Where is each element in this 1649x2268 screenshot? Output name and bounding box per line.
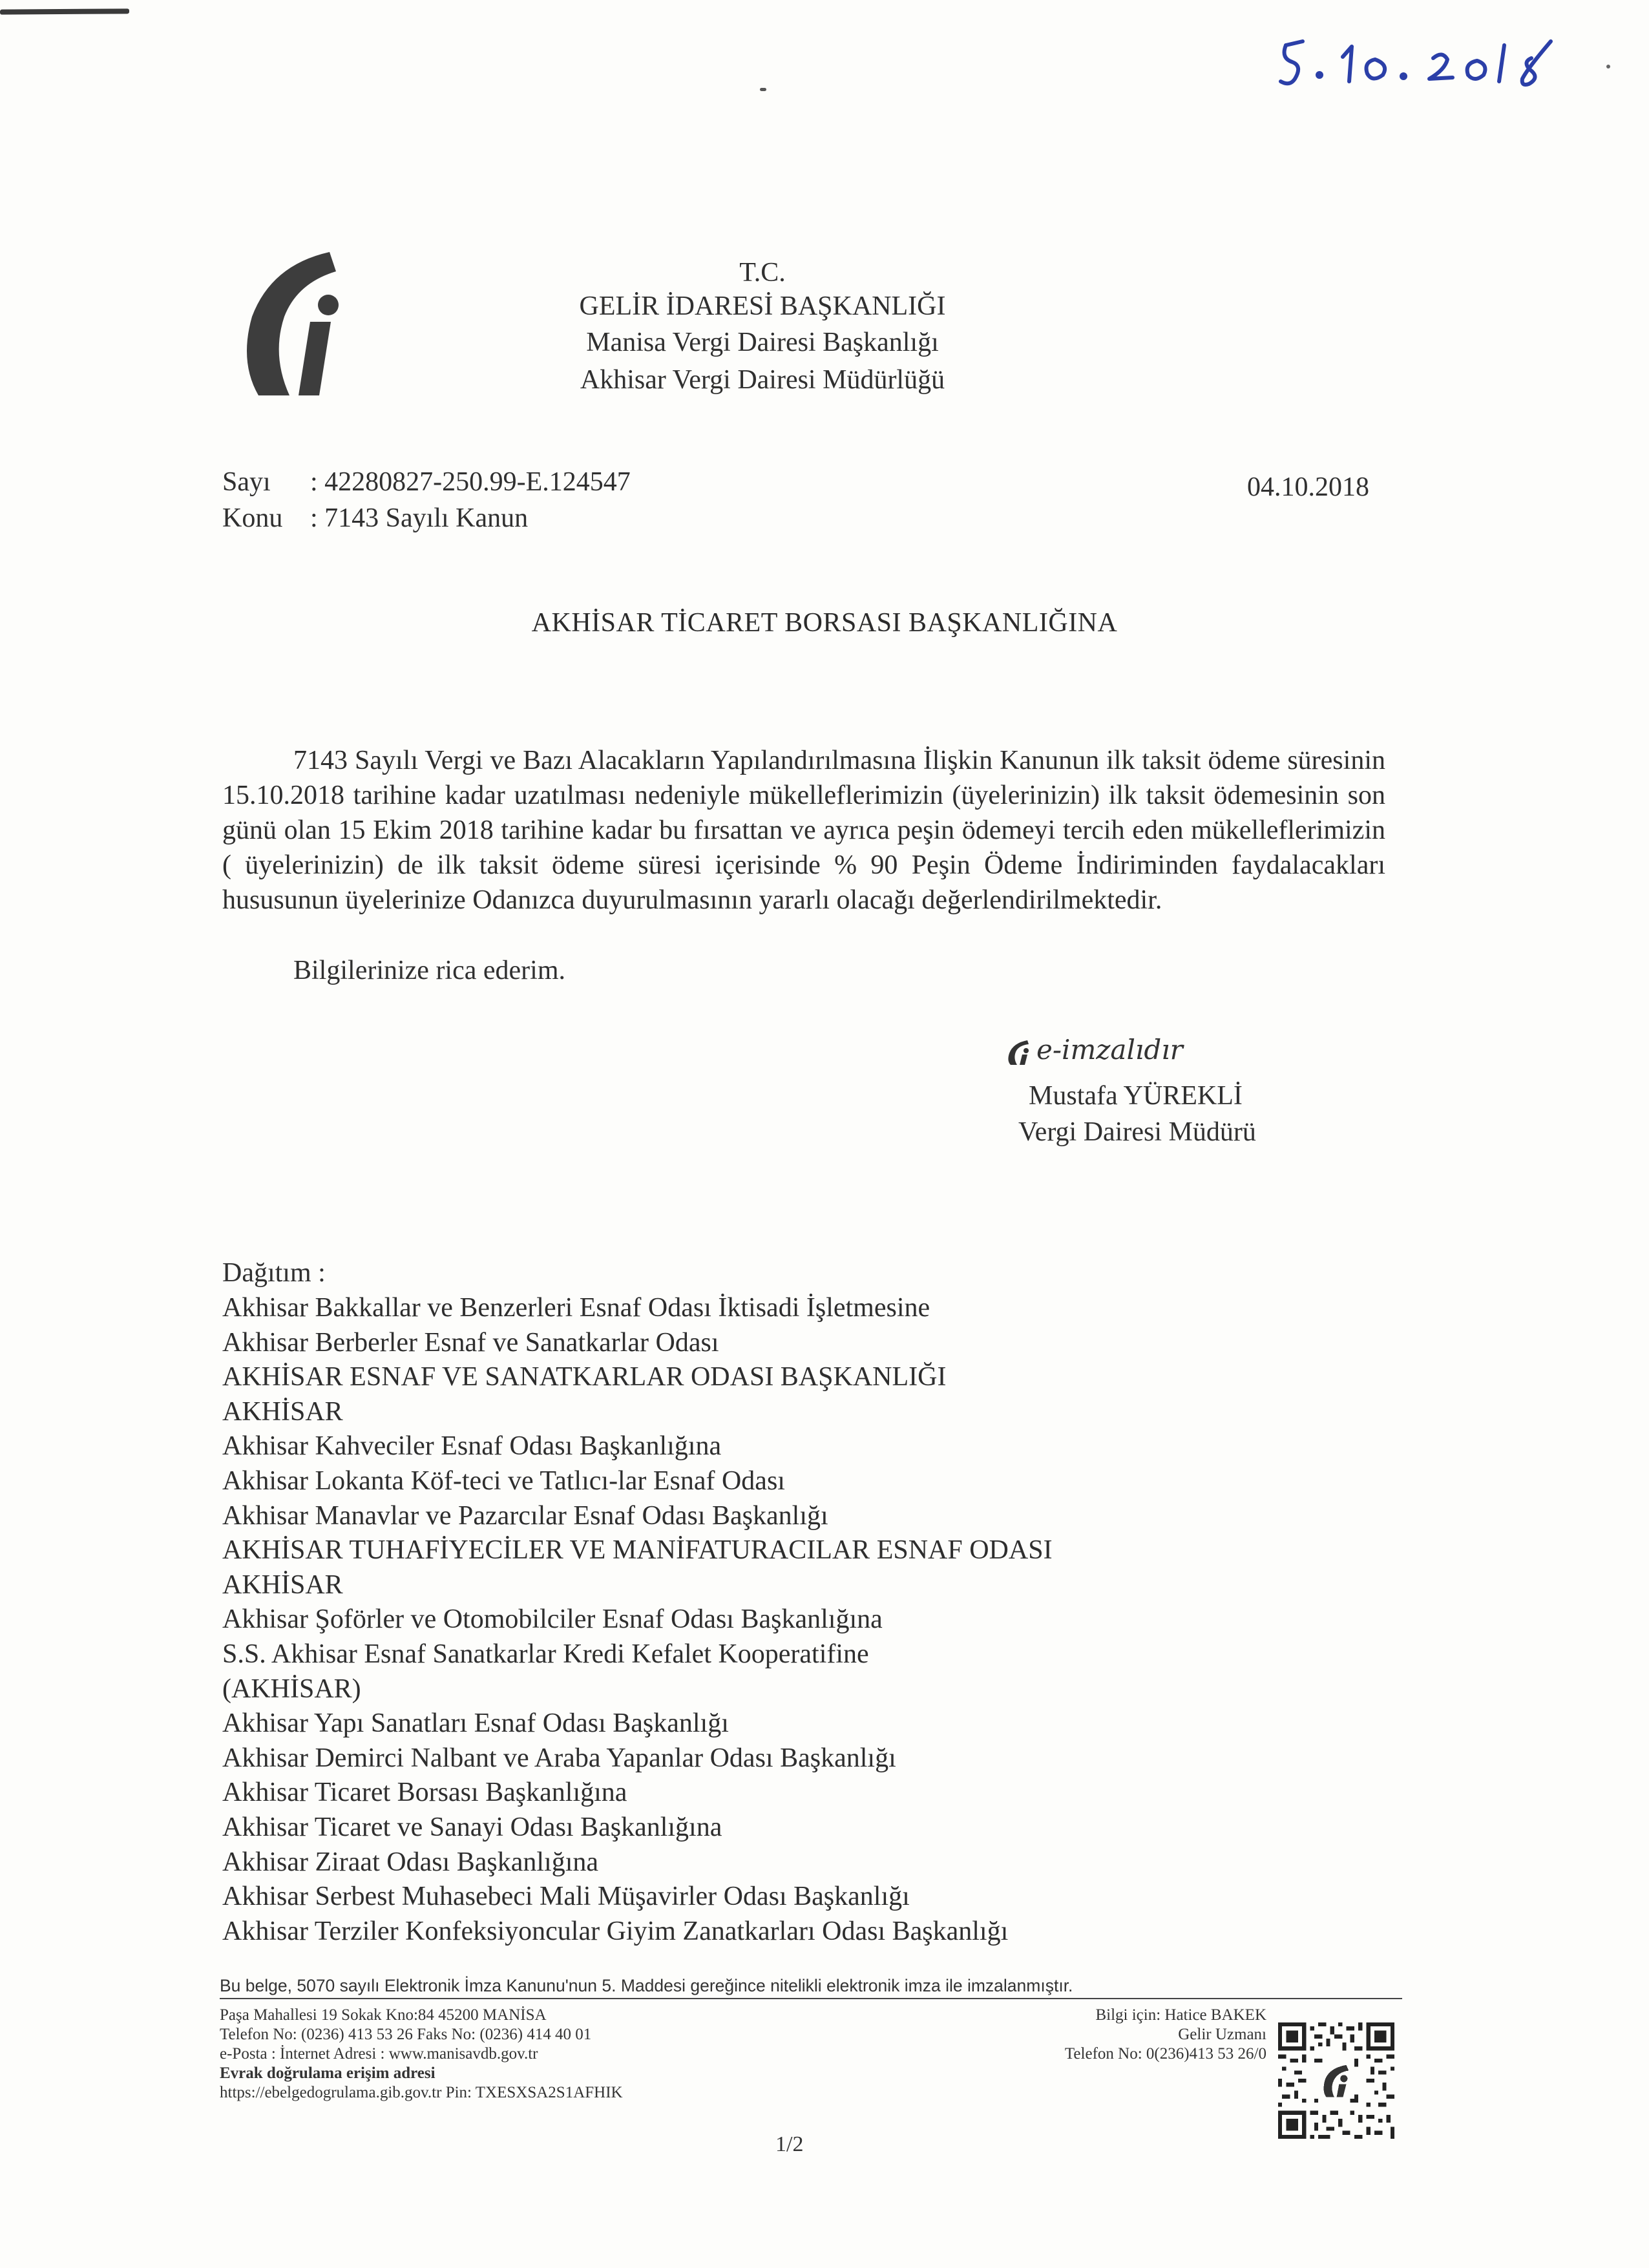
sayi-value: : 42280827-250.99-E.124547 <box>310 467 631 497</box>
closing-line: Bilgilerinize rica ederim. <box>293 956 565 985</box>
distribution-title: Dağıtım : <box>222 1258 326 1288</box>
pen-mark <box>0 8 129 14</box>
qr-code <box>1278 2022 1394 2139</box>
distribution-item: AKHİSAR ESNAF VE SANATKARLAR ODASI BAŞKANLIĞI <box>222 1362 947 1392</box>
distribution-item: AKHİSAR <box>222 1396 343 1427</box>
body-paragraph: 7143 Sayılı Vergi ve Bazı Alacakların Yapılandırılmasına İlişkin Kanunun ilk taksit ödeme süresinin 15.10.2018 tarihine kadar uzatılması nedeniyle mükelleflerimizin (üyelerinizin) ilk taksit ödemesinin son günü olan 15 Ekim 2018 tarihine kadar bu fırsattan ve ayrıca peşin ödemeyi tercih eden mükelleflerimizin ( üyelerinizin) de ilk taksit ödeme süresi içerisinde % 90 Peşin Ödeme İndiriminden faydalacakları hususunun üyelerinize Odanızca duyurulmasının yararlı olacağı değerlendirilmektedir. <box>222 746 1385 915</box>
konu-label: Konu <box>222 503 283 533</box>
distribution-item: Akhisar Kahveciler Esnaf Odası Başkanlığına <box>222 1431 722 1462</box>
page-number: 1/2 <box>775 2132 804 2156</box>
sayi-label: Sayı <box>222 467 271 497</box>
header-office: Akhisar Vergi Dairesi Müdürlüğü <box>580 365 945 395</box>
footer-info-contact: Bilgi için: Hatice BAKEK <box>1095 2006 1266 2024</box>
gib-logo <box>233 246 342 401</box>
distribution-item: Akhisar Ticaret ve Sanayi Odası Başkanlığına <box>222 1812 722 1842</box>
distribution-item: Akhisar Bakkallar ve Benzerleri Esnaf Odası İktisadi İşletmesine <box>222 1293 930 1323</box>
konu-value: : 7143 Sayılı Kanun <box>310 503 529 533</box>
signer-name: Mustafa YÜREKLİ <box>1029 1081 1243 1111</box>
footer-divider <box>220 1998 1402 1999</box>
footer-email-web: e-Posta : İnternet Adresi : www.manisavdb.gov.tr <box>220 2045 538 2063</box>
legal-note: Bu belge, 5070 sayılı Elektronik İmza Kanunu'nun 5. Maddesi gereğince nitelikli elektronik imza ile imzalanmıştır. <box>220 1976 1073 1995</box>
ink-dot <box>760 88 766 91</box>
addressee: AKHİSAR TİCARET BORSASI BAŞKANLIĞINA <box>531 608 1118 638</box>
handwritten-date <box>1266 19 1628 97</box>
distribution-item: AKHİSAR <box>222 1570 343 1600</box>
distribution-item: (AKHİSAR) <box>222 1674 361 1704</box>
footer-info <box>969 2006 1266 2064</box>
distribution-item: Akhisar Ticaret Borsası Başkanlığına <box>222 1778 627 1808</box>
distribution-item: S.S. Akhisar Esnaf Sanatkarlar Kredi Kefalet Kooperatifine <box>222 1639 869 1669</box>
distribution-item: Akhisar Yapı Sanatları Esnaf Odası Başkanlığı <box>222 1708 729 1739</box>
footer-address: Paşa Mahallesi 19 Sokak Kno:84 45200 MANİSA <box>220 2006 547 2024</box>
distribution-item: Akhisar Berberler Esnaf ve Sanatkarlar Odası <box>222 1327 719 1358</box>
header-organization: GELİR İDARESİ BAŞKANLIĞI <box>579 291 946 321</box>
header-department: Manisa Vergi Dairesi Başkanlığı <box>586 328 939 357</box>
distribution-item: Akhisar Ziraat Odası Başkanlığına <box>222 1847 599 1877</box>
e-signature-icon <box>1005 1039 1031 1066</box>
distribution-item: Akhisar Terziler Konfeksiyoncular Giyim Zanatkarları Odası Başkanlığı <box>222 1916 1009 1946</box>
document-date: 04.10.2018 <box>1247 472 1369 502</box>
header-tc: T.C. <box>739 258 786 288</box>
footer-phone-fax: Telefon No: (0236) 413 53 26 Faks No: (0236) 414 40 01 <box>220 2026 592 2043</box>
signer-title: Vergi Dairesi Müdürü <box>1018 1117 1256 1147</box>
footer-verify-url: https://ebelgedogrulama.gib.gov.tr Pin: TXESXSA2S1AFHIK <box>220 2084 623 2101</box>
distribution-list <box>222 1291 1450 1949</box>
distribution-item: AKHİSAR TUHAFİYECİLER VE MANİFATURACILAR ESNAF ODASI <box>222 1535 1053 1566</box>
distribution-item: Akhisar Şoförler ve Otomobilciler Esnaf Odası Başkanlığına <box>222 1604 883 1635</box>
e-signature-label: e-imzalıdır <box>1036 1034 1183 1066</box>
footer-info-role: Gelir Uzmanı <box>1178 2026 1266 2043</box>
distribution-item: Akhisar Demirci Nalbant ve Araba Yapanlar Odası Başkanlığı <box>222 1743 896 1773</box>
footer-info-phone: Telefon No: 0(236)413 53 26/0 <box>1064 2045 1266 2063</box>
distribution-item: Akhisar Serbest Muhasebeci Mali Müşavirler Odası Başkanlığı <box>222 1882 910 1912</box>
footer-contact <box>220 2006 801 2103</box>
distribution-item: Akhisar Lokanta Köf-teci ve Tatlıcı-lar Esnaf Odası <box>222 1465 785 1496</box>
distribution-item: Akhisar Manavlar ve Pazarcılar Esnaf Odası Başkanlığı <box>222 1500 828 1531</box>
footer-verify-title: Evrak doğrulama erişim adresi <box>220 2064 436 2082</box>
